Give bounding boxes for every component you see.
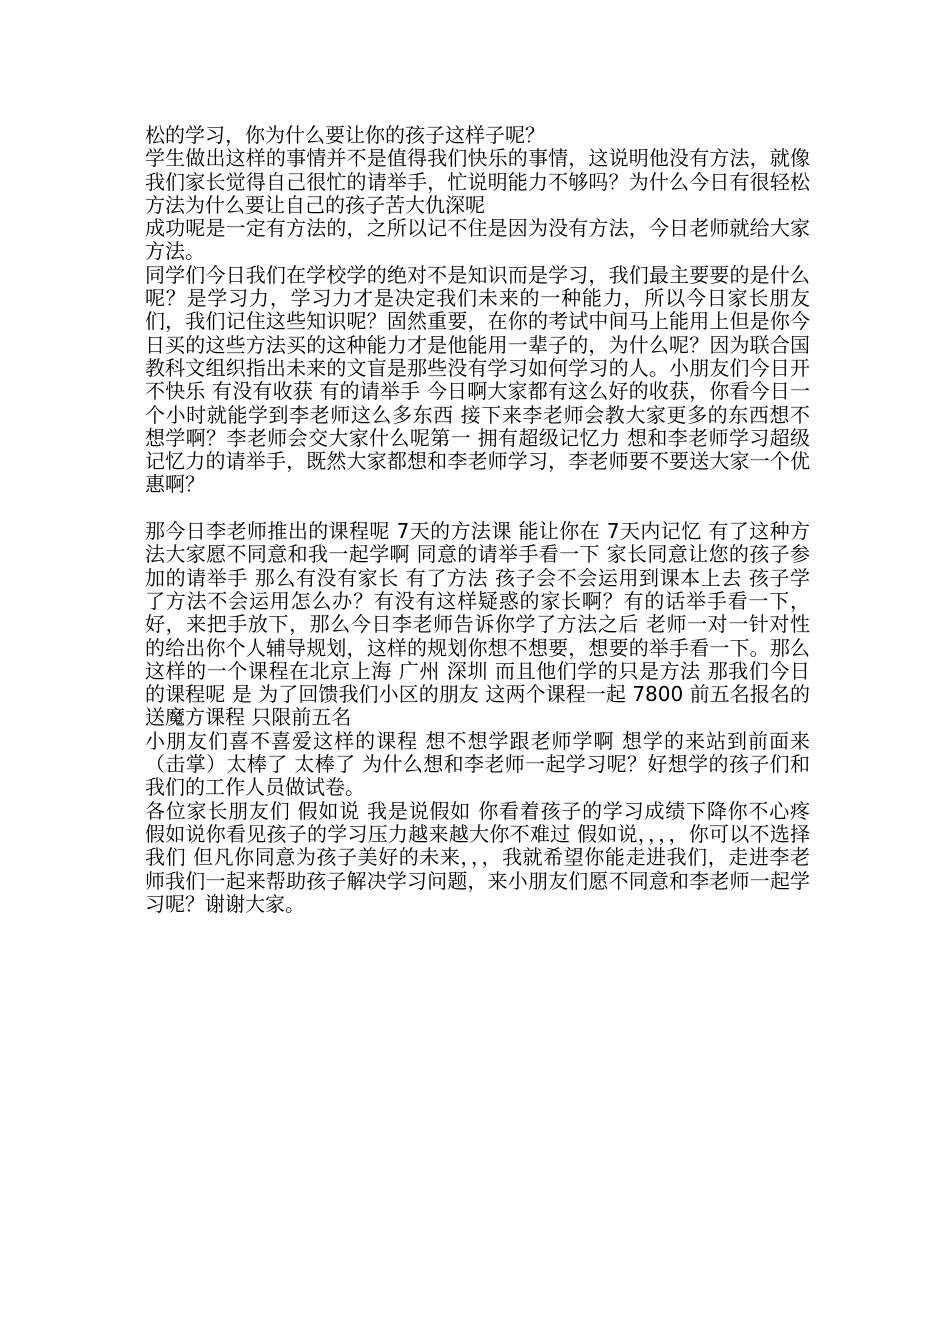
- paragraph-3: 成功呢是一定有方法的，之所以记不住是因为没有方法，今日老师就给大家方法。: [145, 216, 810, 264]
- paragraph-spacer: [145, 497, 810, 520]
- paragraph-6: 小朋友们喜不喜爱这样的课程 想不想学跟老师学啊 想学的来站到前面来（击掌）太棒了 太棒了 为什么想和李老师一起学习呢？好想学的孩子们和我们的工作人员做试卷。: [145, 728, 810, 800]
- paragraph-1: 松的学习，你为什么要让你的孩子这样子呢？: [145, 123, 545, 147]
- paragraph-5: 那今日李老师推出的课程呢 7天的方法课 能让你在 7天内记忆 有了这种方法大家愿不同意和我一起学啊 同意的请举手看一下 家长同意让您的孩子参加的请举手 那么有没有家长 有了方法 孩子会不会运用到课本上去 孩子学了方法不会运用怎么办？有没有这样疑惑的家长啊？有的话举手看一下，好，来把手放下，那么今日李老师告诉你学了方法之后 老师一对一针对性的给出你个人辅导规划，这样的规划你想不想要，想要的举手看一下。那么这样的一个课程在北京上海 广州 深圳 而且他们学的只是方法 那我们今日的课程呢 是 为了回馈我们小区的朋友 这两个课程一起 7800 前五名报名的送魔方课程 只限前五名: [145, 519, 810, 730]
- paragraph-7: 各位家长朋友们 假如说 我是说假如 你看着孩子的学习成绩下降你不心疼 假如说你看见孩子的学习压力越来越大你不难过 假如说，，，，你可以不选择我们 但凡你同意为孩子美好的未来，，，我就希望你能走进我们，走进李老师我们一起来帮助孩子解决学习问题，来小朋友们愿不同意和李老师一起学习呢？谢谢大家。: [145, 798, 810, 916]
- paragraph-4: 同学们今日我们在学校学的绝对不是知识而是学习，我们最主要要的是什么呢？是学习力，学习力才是决定我们未来的一种能力，所以今日家长朋友们，我们记住这些知识呢？固然重要，在你的考试中间马上能用上但是你今日买的这些方法买的这种能力才是他能用一辈子的，为什么呢？因为联合国教科文组织指出未来的文盲是那些没有学习如何学习的人。小朋友们今日开不快乐 有没有收获 有的请举手 今日啊大家都有这么好的收获，你看今日一个小时就能学到李老师这么多东西 接下来李老师会教大家更多的东西想不想学啊？李老师会交大家什么呢第一 拥有超级记忆力 想和李老师学习超级记忆力的请举手，既然大家都想和李老师学习，李老师要不要送大家一个优惠啊？: [145, 262, 810, 497]
- paragraph-2: 学生做出这样的事情并不是值得我们快乐的事情，这说明他没有方法，就像我们家长觉得自己很忙的请举手，忙说明能力不够吗？为什么今日有很轻松方法为什么要让自己的孩子苦大仇深呢: [145, 146, 810, 217]
- document-body: [145, 124, 810, 916]
